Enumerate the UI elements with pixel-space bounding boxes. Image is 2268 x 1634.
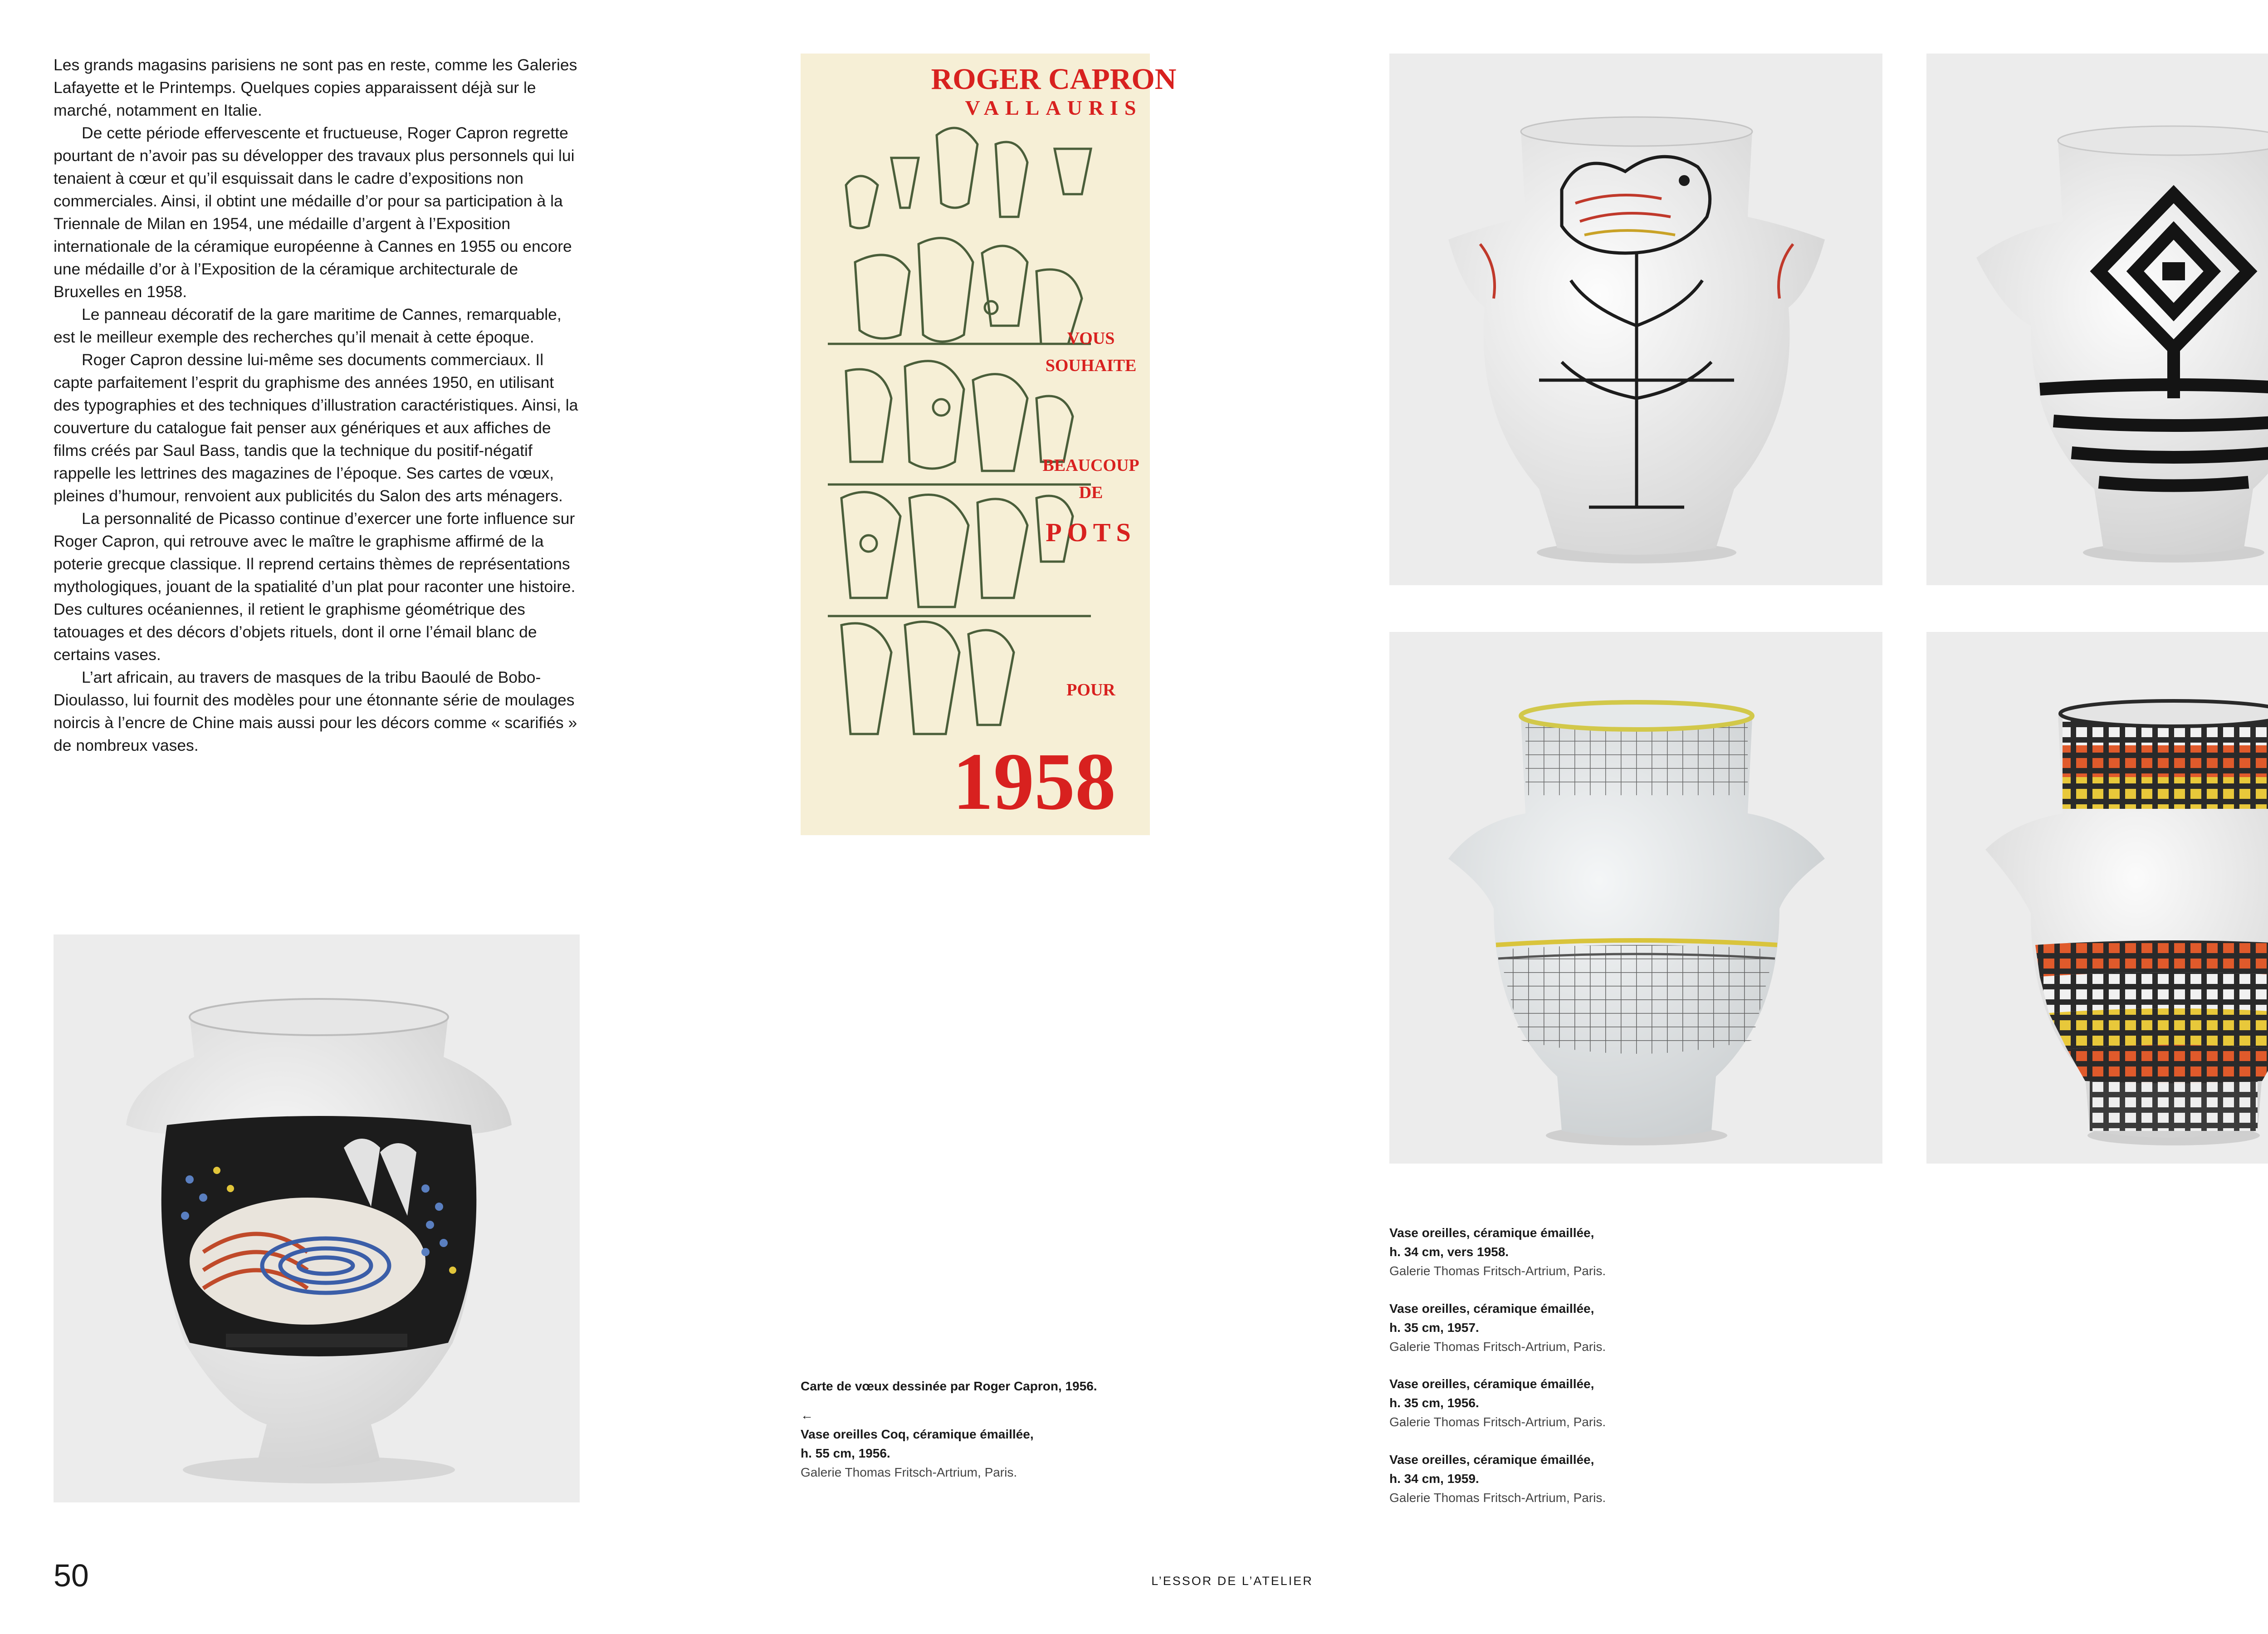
photo-vase-coq bbox=[54, 934, 580, 1502]
caption-card-title: Carte de vœux dessinée par Roger Capron, 1956. bbox=[801, 1379, 1097, 1393]
caption-line2: h. 35 cm, 1957. bbox=[1389, 1321, 1479, 1335]
photo-vase-bird bbox=[1389, 54, 1882, 585]
card-word: SOUHAITE bbox=[1045, 356, 1137, 375]
folio-left: 50 bbox=[54, 1558, 89, 1593]
photo-vase-grid-colour bbox=[1926, 632, 2268, 1164]
paragraph: Le panneau décoratif de la gare maritime de Cannes, remarquable, est le meilleur exemple des recherches qu’il menait à cette époque. bbox=[54, 305, 562, 346]
card-subtitle: VALLAURIS bbox=[965, 96, 1143, 119]
card-year: 1958 bbox=[953, 736, 1116, 827]
photo-vase-geometric bbox=[1926, 54, 2268, 585]
paragraph: L’art africain, au travers de masques de la tribu Baoulé de Bobo-Dioulasso, lui fournit des modèles pour une étonnante série de moulages noircis à l’encre de Chine mais aussi pour les décors comme « scarifiés » de nombreux vases. bbox=[54, 668, 577, 754]
body-text bbox=[54, 54, 584, 757]
card-word: POTS bbox=[1046, 518, 1136, 547]
card-word: BEAUCOUP bbox=[1042, 456, 1139, 475]
paragraph: Les grands magasins parisiens ne sont pas en reste, comme les Galeries Lafayette et le Printemps. Quelques copies apparaissent déjà sur le marché, notamment en Italie. bbox=[54, 56, 577, 119]
arrow-left-icon: ← bbox=[801, 1408, 813, 1422]
card-word: DE bbox=[1079, 483, 1103, 502]
caption-line1: Vase oreilles, céramique émaillée, bbox=[1389, 1377, 1594, 1391]
caption-credit: Galerie Thomas Fritsch-Artrium, Paris. bbox=[1389, 1415, 1606, 1429]
caption-line2: h. 34 cm, vers 1958. bbox=[1389, 1245, 1509, 1259]
running-head: L’ESSOR DE L’ATELIER bbox=[1151, 1574, 1313, 1588]
caption-vase-3 bbox=[1389, 1375, 1798, 1432]
greeting-card bbox=[801, 54, 1177, 835]
caption-vase-1 bbox=[1389, 1223, 1798, 1281]
caption-vase-line2: h. 55 cm, 1956. bbox=[801, 1446, 890, 1460]
caption-vase-line1: Vase oreilles Coq, céramique émaillée, bbox=[801, 1427, 1034, 1441]
caption-line2: h. 34 cm, 1959. bbox=[1389, 1472, 1479, 1486]
caption-vase-4 bbox=[1389, 1450, 1798, 1507]
caption-line1: Vase oreilles, céramique émaillée, bbox=[1389, 1301, 1594, 1316]
caption-line2: h. 35 cm, 1956. bbox=[1389, 1396, 1479, 1410]
pots-drawing bbox=[828, 128, 1091, 734]
card-word: POUR bbox=[1066, 680, 1115, 700]
vase-coq-illustration bbox=[54, 934, 580, 1502]
caption-credit: Galerie Thomas Fritsch-Artrium, Paris. bbox=[801, 1465, 1017, 1479]
vase-grid-yellow-illustration bbox=[1389, 632, 1882, 1164]
caption-credit: Galerie Thomas Fritsch-Artrium, Paris. bbox=[1389, 1491, 1606, 1505]
vase-grid-colour-illustration bbox=[1926, 632, 2268, 1164]
vase-geometric-illustration bbox=[1926, 54, 2268, 585]
caption-line1: Vase oreilles, céramique émaillée, bbox=[1389, 1453, 1594, 1467]
card-title: ROGER CAPRON bbox=[931, 63, 1177, 96]
caption-credit: Galerie Thomas Fritsch-Artrium, Paris. bbox=[1389, 1340, 1606, 1354]
caption-credit: Galerie Thomas Fritsch-Artrium, Paris. bbox=[1389, 1264, 1606, 1278]
card-word: VOUS bbox=[1067, 329, 1115, 348]
paragraph: La personnalité de Picasso continue d’exercer une forte influence sur Roger Capron, qui retrouve avec le maître le graphisme affirmé de la poterie grecque classique. Il reprend certains thèmes de représentations mythologiques, jouant de la spatialité d’un plat pour raconter une histoire. Des cultures océaniennes, il retient le graphisme géométrique des tatouages et des décors d’objets rituels, dont il orne l’émail blanc de certains vases. bbox=[54, 509, 576, 664]
paragraph: De cette période effervescente et fructueuse, Roger Capron regrette pourtant de n’avoir pas su développer des travaux plus personnels qui lui tenaient à cœur et qu’il esquissait dans le cadre d’expositions non commerciales. Ainsi, il obtint une médaille d’or pour sa participation à la Triennale de Milan en 1954, une médaille d’argent à l’Exposition internationale de la céramique européenne à Cannes en 1955 ou encore une médaille d’or à l’Exposition de la céramique architecturale de Bruxelles en 1958. bbox=[54, 124, 575, 301]
greeting-card-illustration bbox=[801, 54, 1177, 835]
caption-line1: Vase oreilles, céramique émaillée, bbox=[1389, 1226, 1594, 1240]
caption-card bbox=[801, 1377, 1154, 1482]
vase-bird-illustration bbox=[1389, 54, 1882, 585]
photo-vase-grid-yellow bbox=[1389, 632, 1882, 1164]
caption-vase-2 bbox=[1389, 1299, 1798, 1356]
paragraph: Roger Capron dessine lui-même ses documents commerciaux. Il capte parfaitement l’esprit du graphisme des années 1950, en utilisant des typographies et des techniques d’illustration caractéristiques. Ainsi, la couverture du catalogue fait penser aux génériques et aux affiches de films créés par Saul Bass, tandis que la technique du positif-négatif rappelle les lettrines des magazines de l’époque. Ses cartes de vœux, pleines d’humour, renvoient aux publicités du Salon des arts ménagers. bbox=[54, 351, 578, 505]
